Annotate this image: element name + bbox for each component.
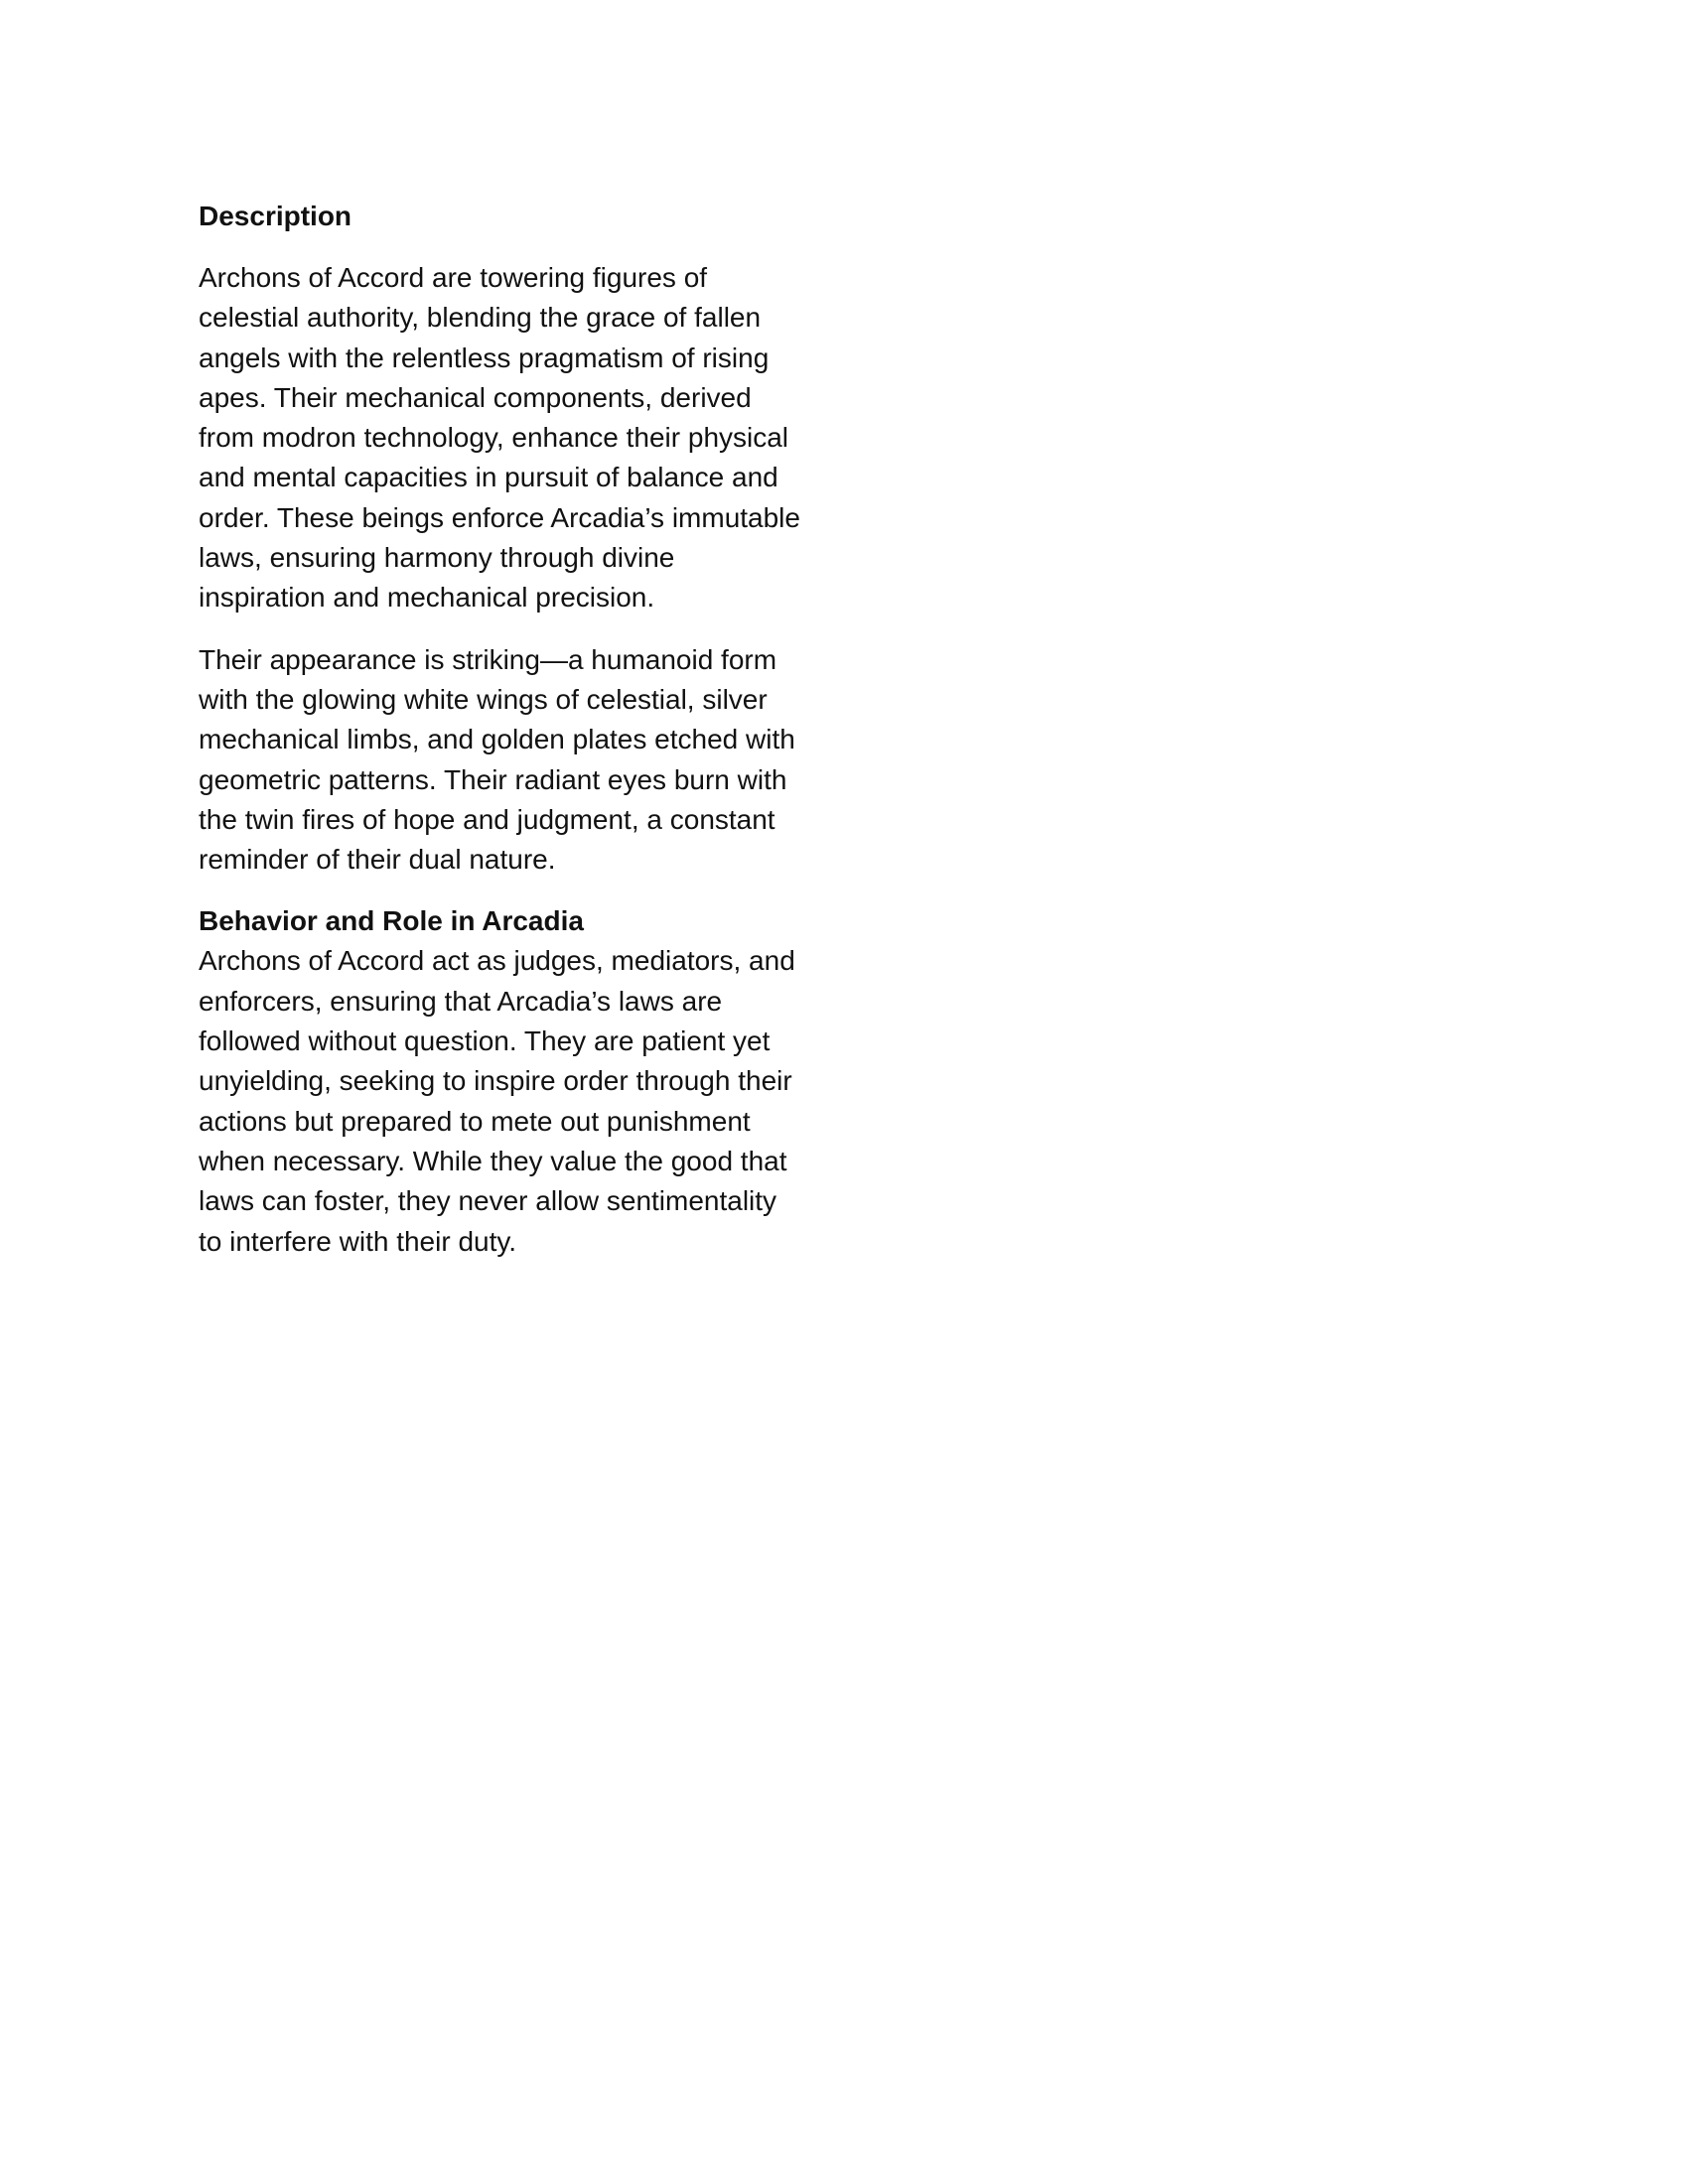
description-paragraph-2: Their appearance is striking—a humanoid form with the glowing white wings of celestial, silver mechanical limbs, and golden plates etched with geometric patterns. Their radiant eyes burn with the twin fires of hope and judgment, a constant reminder of their dual nature. [199, 643, 795, 876]
text-column [199, 197, 804, 1284]
behavior-heading: Behavior and Role in Arcadia [199, 905, 584, 937]
description-heading: Description [199, 201, 352, 231]
behavior-paragraph: Archons of Accord act as judges, mediators, and enforcers, ensuring that Arcadia’s laws are followed without question. They are patient yet unyielding, seeking to inspire order through their actions but prepared to mete out punishment when necessary. While they value the good that laws can foster, they never allow sentimentality to interfere with their duty. [199, 945, 795, 1257]
description-paragraph-1: Archons of Accord are towering figures of celestial authority, blending the grace of fallen angels with the relentless pragmatism of rising apes. Their mechanical components, derived from modron technology, enhance their physical and mental capacities in pursuit of balance and order. These beings enforce Arcadia’s immutable laws, ensuring harmony through divine inspiration and mechanical precision. [199, 262, 800, 614]
